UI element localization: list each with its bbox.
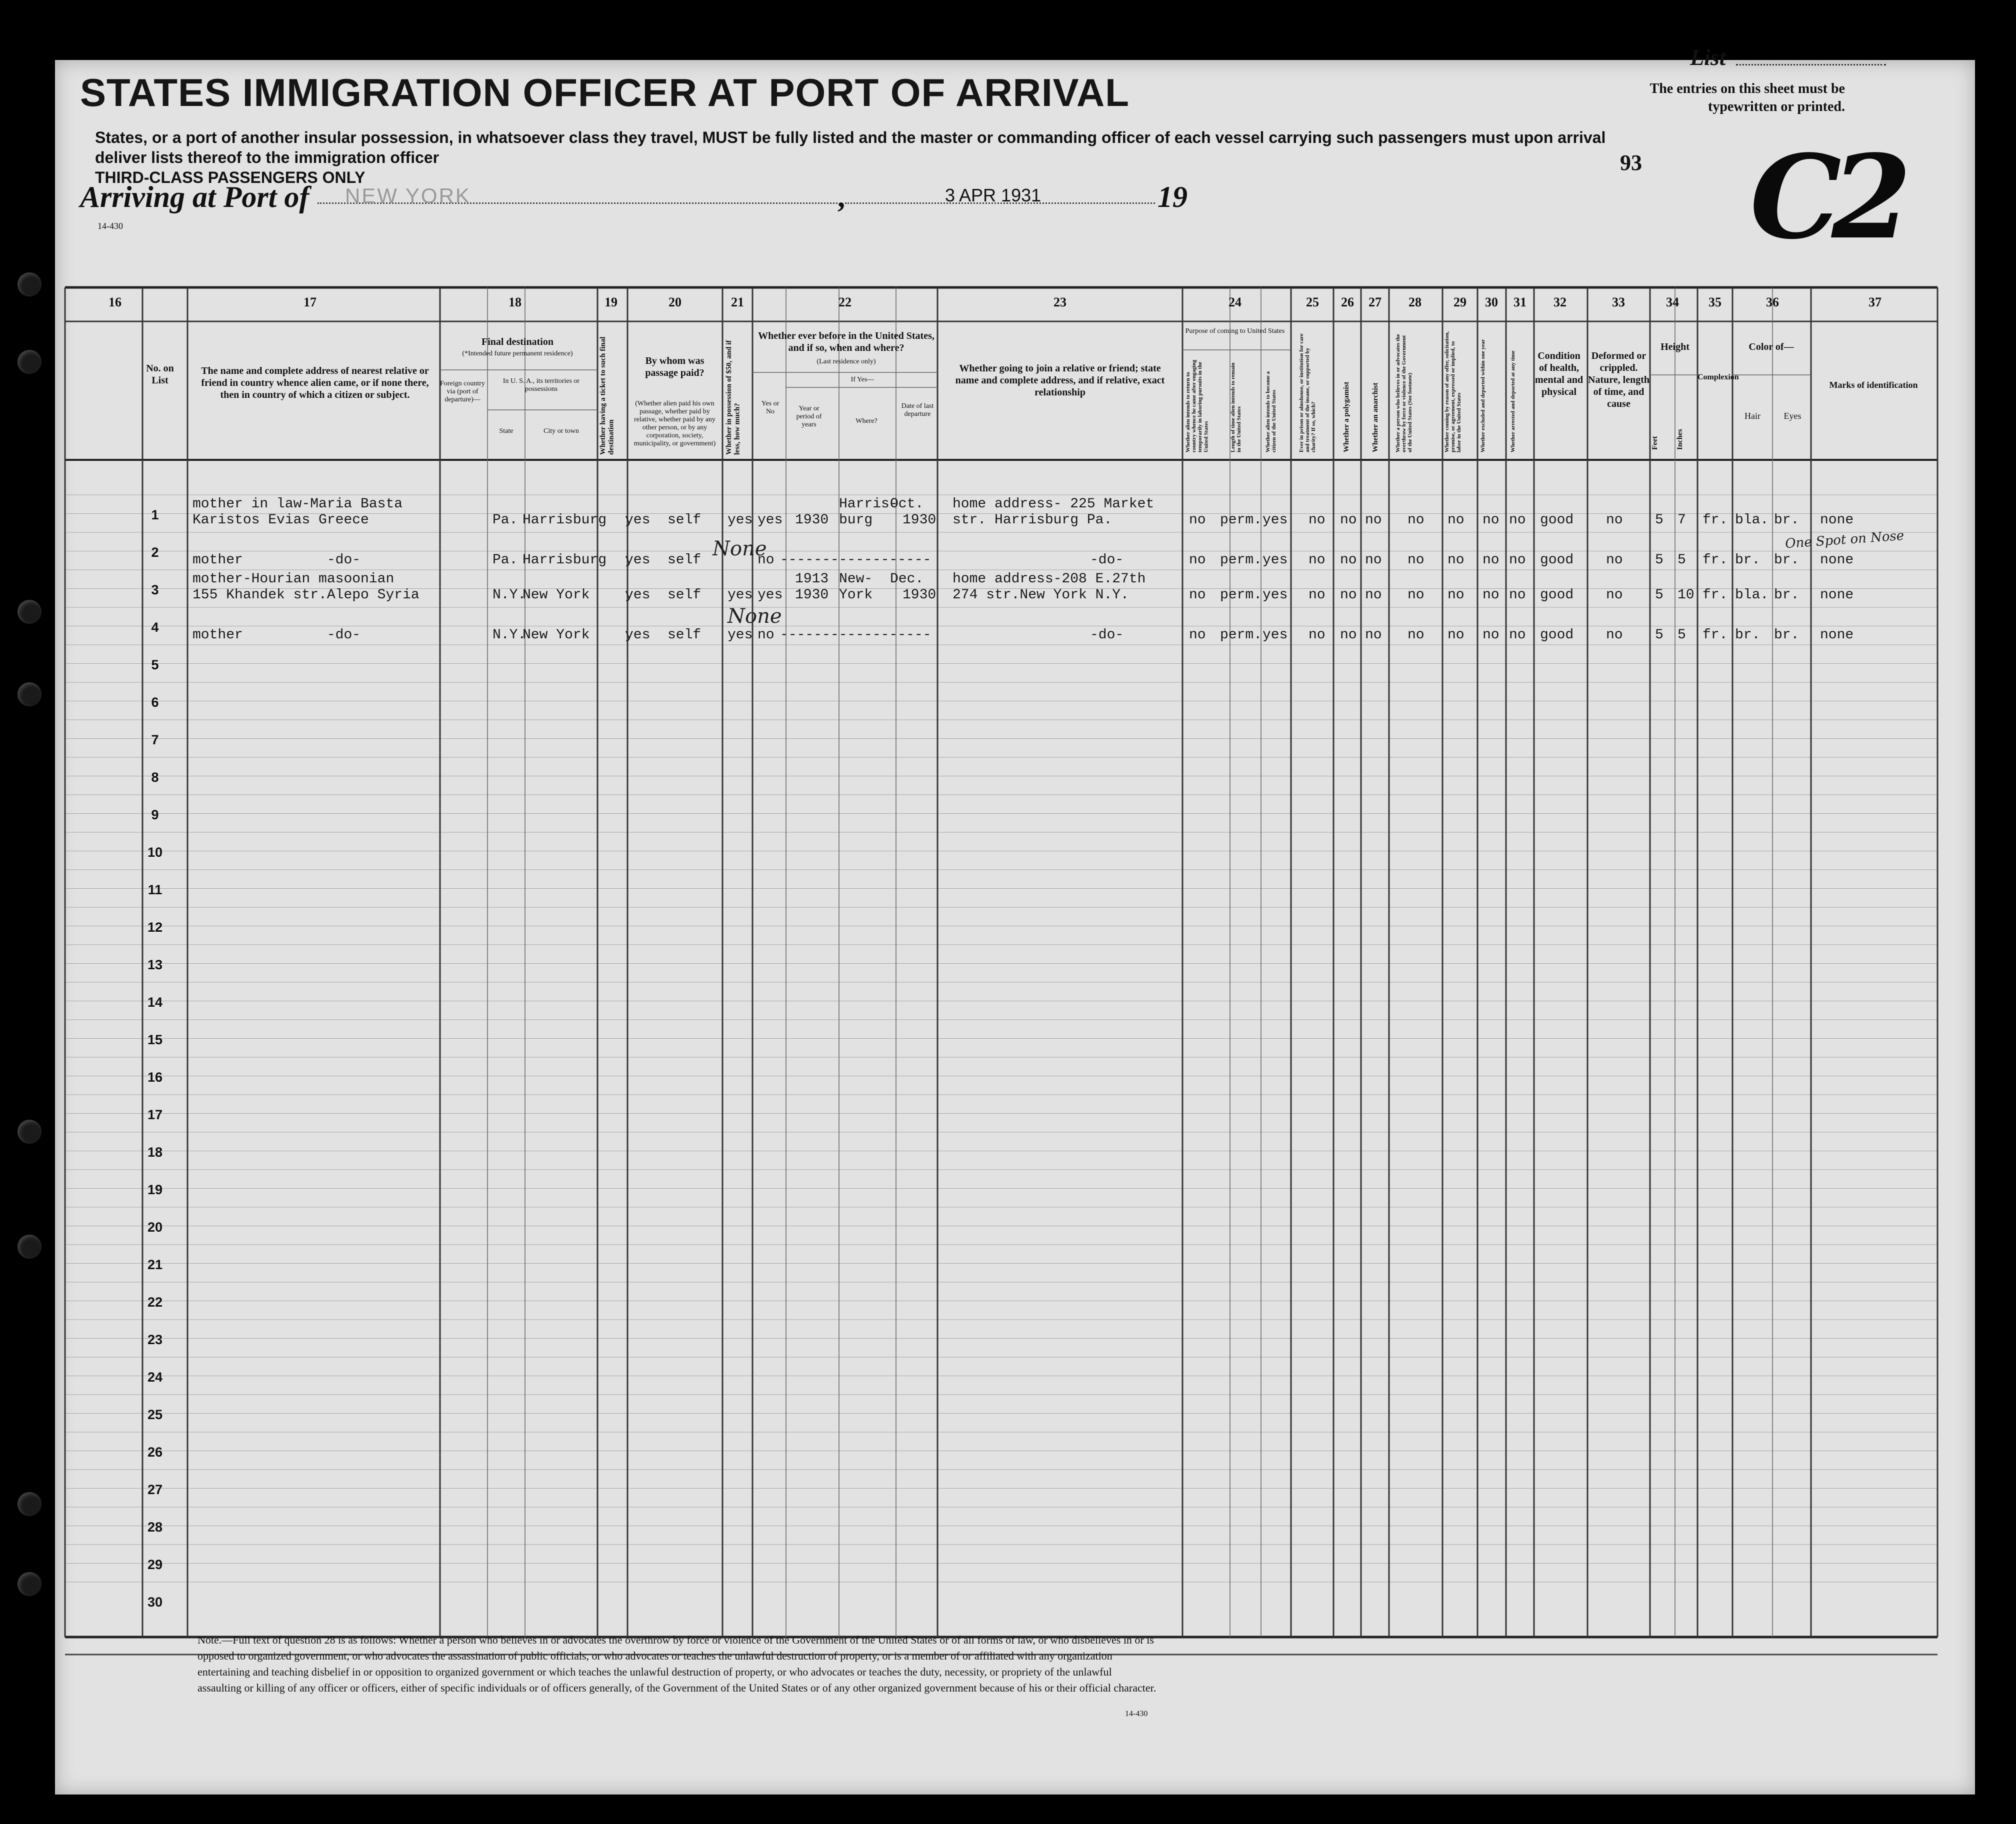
arriving-label: Arriving at Port of [80,180,310,213]
column-number: 24 [1228,295,1242,309]
hair-value: bla. [1735,587,1769,603]
ticket-value: yes [625,512,650,528]
hair-value: br. [1735,627,1760,643]
anarchist-value: no [1365,552,1382,568]
header-purpose-citizen: Whether alien intends to become a citizen of the United States [1265,371,1278,452]
prison-value: no [1308,512,1326,528]
header-if-yes: If Yes— [850,376,874,383]
header-polygamist: Whether a polygamist [1342,381,1350,452]
row-number: 6 [151,695,159,710]
purpose-length: perm. [1220,512,1262,528]
deformed-value: no [1606,552,1623,568]
column-number: 26 [1341,295,1354,309]
eyes-value: br. [1774,627,1800,643]
complexion-value: fr. [1702,627,1728,643]
page-title: STATES IMMIGRATION OFFICER AT PORT OF ARRIVAL [80,70,1130,114]
arrested-value: no [1509,587,1526,603]
column-number: 18 [508,295,522,309]
header-purpose: Purpose of coming to United States [1185,327,1285,335]
row-number: 17 [147,1107,163,1122]
last-departure: 1930 [902,587,936,603]
row-number: 8 [151,770,159,785]
header-hair: Hair [1744,411,1760,421]
eyes-value: br. [1774,587,1800,603]
passage-paid: self [668,587,702,603]
join-relative: 274 str.New York N.Y. [952,587,1129,603]
complexion-value: fr. [1702,587,1728,603]
join-relative: -do- [1090,627,1124,643]
row-number: 23 [147,1332,163,1347]
passage-paid: self [668,627,702,643]
row-number: 25 [147,1407,163,1422]
header-state: State [499,427,514,435]
header-inches: Inches [1676,429,1684,450]
marks-value: none [1820,512,1854,528]
row-number: 7 [151,732,159,747]
labor-offer-value: no [1448,552,1464,568]
row-number: 16 [147,1070,163,1085]
excluded-value: no [1482,587,1500,603]
column-number: 31 [1514,295,1526,309]
header-height: Height [1660,341,1690,352]
column-number: 23 [1054,295,1066,309]
height-inches: 10 [1678,587,1694,603]
date-stamp: 3 APR 1931 [945,185,1042,205]
labor-offer-value: no [1448,512,1464,528]
header-arrested: Whether arrested and deported at any time [1510,350,1516,452]
arrested-value: no [1509,627,1526,643]
ever-before-year: 1913 [795,571,829,587]
column-number: 16 [108,295,122,309]
row-number: 2 [151,545,159,560]
header-labor-offer: Whether coming by reason of any offer, solicitation, promise, or agreement, expressed or implied, to labor in the United States [1444,331,1462,452]
footnote [198,1632,1158,1696]
destination-city: Harrisburg [522,512,607,528]
purpose-length: perm. [1220,587,1262,603]
hair-value: bla. [1735,512,1769,528]
header-where: Where? [856,417,878,425]
purpose-return: no [1189,552,1206,568]
ever-before-yes-no: yes [758,512,783,528]
last-departure: Oct. [890,496,924,512]
header-deformed: Deformed or crippled. Nature, length of time, and cause [1588,350,1650,409]
header-final-destination-sub: (*Intended future permanent residence) [462,350,573,357]
entries-note: The entries on this sheet must be typewritten or printed. [1650,81,1845,115]
row-number: 22 [147,1295,163,1310]
header-foreign-country: Foreign country via (port of departure)— [440,380,485,404]
sheet-number: 93 [1620,150,1642,175]
complexion-value: fr. [1702,512,1728,528]
polygamist-value: no [1340,587,1357,603]
row-number: 19 [147,1182,163,1197]
labor-offer-value: no [1448,587,1464,603]
height-feet: 5 [1655,552,1664,568]
handwritten-mark: C2 [1750,130,1902,265]
header-ever-before-sub: (Last residence only) [816,358,876,365]
header-purpose-length: Length of time alien intends to remain in the United States [1230,362,1242,452]
join-relative: -do- [1090,552,1124,568]
health-value: good [1540,512,1574,528]
marks-value: none [1820,552,1854,568]
relative-name: mother in law-Maria Basta [192,496,403,512]
deformed-value: no [1606,627,1623,643]
fifty-dollars: yes [728,587,753,603]
row-number: 20 [147,1220,163,1235]
column-number: 32 [1554,295,1566,309]
column-number: 36 [1766,295,1779,309]
ever-before-yes-no: no [758,627,774,643]
fifty-dollars: yes [728,512,753,528]
ticket-value: yes [625,587,650,603]
purpose-return: no [1189,627,1206,643]
header-year-period: Year or period of years [796,405,822,429]
subtitle-class: THIRD-CLASS PASSENGERS ONLY [95,168,366,186]
header-city: City or town [544,427,579,435]
header-relative-address: The name and complete address of nearest relative or friend in country whence alien came, or if none there, then in country of which a citizen or subject. [201,365,429,400]
column-number: 33 [1612,295,1625,309]
row-number: 5 [151,657,159,672]
last-departure: 1930 [902,512,936,528]
list-label: List [1690,44,1726,70]
header-date-departure: Date of last departure [901,402,934,418]
header-anarchist: Whether an anarchist [1372,382,1380,452]
ever-before-where: burg [839,512,873,528]
comma: , [838,180,845,213]
row-number: 15 [147,1032,163,1047]
header-yes-no: Yes or No [761,400,780,416]
purpose-length: perm. [1220,627,1262,643]
header-purpose-return: Whether alien intends to return to country whence he came after engaging temporarily in laboring pursuits in the United States [1185,359,1210,452]
height-feet: 5 [1655,512,1664,528]
relative-name: mother-Hourian masoonian [192,571,394,587]
relative-name: mother -do- [192,627,361,643]
header-marks: Marks of identification [1829,380,1918,390]
purpose-return: no [1189,587,1206,603]
row-number: 1 [151,507,159,522]
join-relative: home address-208 E.27th [952,571,1146,587]
dash-fill: ------------------ [780,627,932,643]
header-overthrow: Whether a person who believes in or advocates the overthrow by force or violence of the Government of the United States (See footnote) [1395,334,1414,452]
header-eyes: Eyes [1784,411,1802,421]
column-number: 28 [1408,295,1422,309]
arrested-value: no [1509,512,1526,528]
header-usa: In U. S. A., its territories or possessions [502,377,580,393]
row-number: 13 [147,957,163,972]
form-code: 14-430 [98,221,123,231]
purpose-return: no [1189,512,1206,528]
row-number: 27 [147,1482,163,1497]
column-number: 22 [838,295,852,309]
purpose-citizen: yes [1262,627,1288,643]
column-number: 17 [304,295,316,309]
destination-state: N.Y. [492,587,526,603]
destination-city: Harrisburg [522,552,607,568]
join-relative: home address- 225 Market [952,496,1154,512]
polygamist-value: no [1340,512,1357,528]
header-final-destination: Final destination [482,336,554,347]
handwritten-none-row2: None [712,537,767,560]
destination-state: Pa. [492,552,518,568]
destination-city: New York [522,587,590,603]
column-number: 30 [1485,295,1498,309]
prison-value: no [1308,552,1326,568]
polygamist-value: no [1340,627,1357,643]
destination-city: New York [522,627,590,643]
anarchist-value: no [1365,587,1382,603]
row-number: 12 [147,920,163,935]
header-complexion: Complexion [1698,373,1739,381]
handwritten-mark-row2: One Spot on Nose [1784,528,1905,552]
health-value: good [1540,552,1574,568]
last-departure: Dec. [890,571,924,587]
prison-value: no [1308,627,1326,643]
row-number: 11 [148,882,162,897]
height-inches: 5 [1678,627,1686,643]
relative-address: 155 Khandek str.Alepo Syria [192,587,420,603]
handwritten-none-row4: None [728,605,782,628]
header-join-relative: Whether going to join a relative or friend; state name and complete address, and if relative, exact relationship [955,363,1165,398]
passage-paid: self [668,512,702,528]
purpose-citizen: yes [1262,512,1288,528]
row-number: 3 [151,582,159,597]
header-color: Color of— [1748,341,1794,352]
column-number: 21 [731,295,744,309]
footnote-text: Note.—Full text of question 28 is as follows: Whether a person who believes in or advocates the overthrow by force or violence of the Government of the United States or of all forms of law, or who disbelieves in or is opposed to organized government, or who advocates the assassination of public officials, or who advocates or teaches the unlawful destruction of property, or is a member of or affiliated with any organization entertaining and teaching disbelief in or opposition to organized government or which teaches the unlawful destruction of property, or who advocates or teaches the duty, necessity, or propriety of the unlawful assaulting or killing of any officer or officers, either of specific individuals or of officers generally, of the Government of the United States or of any other organized government because of his or their official character. [198,1634,1156,1694]
header-no-on-list: No. on List [146,363,174,386]
ticket-value: yes [625,552,650,568]
header-ever-before: Whether ever before in the United States, and if so, when and where? [758,330,934,353]
labor-offer-value: no [1448,627,1464,643]
ever-before-year: 1930 [795,587,829,603]
ever-before-where: New- [839,571,873,587]
join-relative: str. Harrisburg Pa. [952,512,1112,528]
overthrow-value: no [1408,587,1424,603]
row-number: 9 [151,807,159,822]
eyes-value: br. [1774,512,1800,528]
column-number: 27 [1368,295,1382,309]
row-number: 29 [147,1557,163,1572]
arrested-value: no [1509,552,1526,568]
eyes-value: br. [1774,552,1800,568]
column-number: 29 [1454,295,1466,309]
purpose-citizen: yes [1262,552,1288,568]
overthrow-value: no [1408,512,1424,528]
ever-before-year: 1930 [795,512,829,528]
column-number: 35 [1708,295,1722,309]
hair-value: br. [1735,552,1760,568]
column-number: 19 [604,295,618,309]
destination-state: N.Y. [492,627,526,643]
row-number: 14 [147,995,163,1010]
excluded-value: no [1482,627,1500,643]
header-health: Condition of health, mental and physical [1534,350,1584,397]
port-value: NEW YORK [345,184,471,207]
prison-value: no [1308,587,1326,603]
passage-paid: self [668,552,702,568]
subtitle-line: States, or a port of another insular possession, in whatsoever class they travel, MUST be fully listed and the master or commanding officer of each vessel carrying such passengers must upon arrival deliver lists thereof to the immigration officer [95,128,1606,166]
height-inches: 7 [1678,512,1686,528]
year-prefix: 19 [1158,180,1188,213]
header-passage-paid-sub: (Whether alien paid his own passage, whether paid by relative, whether paid by any other person, or by any corporation, society, municipality, or government) [634,400,716,448]
excluded-value: no [1482,552,1500,568]
health-value: good [1540,587,1574,603]
header-feet: Feet [1651,436,1659,450]
overthrow-value: no [1408,627,1424,643]
relative-address: Karistos Evias Greece [192,512,369,528]
row-number: 10 [147,845,163,860]
footnote-form-code: 14-430 [1125,1710,1148,1718]
header-ticket: Whether having a ticket to such final destination [599,336,616,455]
column-number: 25 [1306,295,1319,309]
column-number: 34 [1666,295,1679,309]
excluded-value: no [1482,512,1500,528]
deformed-value: no [1606,587,1623,603]
destination-state: Pa. [492,512,518,528]
ticket-value: yes [625,627,650,643]
ever-before-yes-no: no [758,552,774,568]
ever-before-where: York [839,587,873,603]
row-number: 21 [147,1257,163,1272]
complexion-value: fr. [1702,552,1728,568]
row-number: 4 [151,620,159,635]
row-number: 26 [147,1445,163,1460]
relative-name: mother -do- [192,552,361,568]
marks-value: none [1820,627,1854,643]
marks-value: none [1820,587,1854,603]
ever-before-yes-no: yes [758,587,783,603]
deformed-value: no [1606,512,1623,528]
header-excluded: Whether excluded and deported within one year [1480,339,1486,452]
column-number: 20 [668,295,682,309]
health-value: good [1540,627,1574,643]
ever-before-where: Harris- [839,496,898,512]
column-number: 37 [1868,295,1882,309]
dash-fill: ------------------ [780,552,932,568]
header-prison: Ever in prison or almshouse, or institution for care and treatment of the insane, or supported by charity? If so, which? [1298,333,1317,452]
header-fifty-dollars: Whether in possession of $50, and if less, how much? [725,340,742,455]
purpose-citizen: yes [1262,587,1288,603]
purpose-length: perm. [1220,552,1262,568]
row-number: 28 [147,1520,163,1535]
overthrow-value: no [1408,552,1424,568]
header-passage-paid: By whom was passage paid? [645,355,704,378]
polygamist-value: no [1340,552,1357,568]
height-feet: 5 [1655,627,1664,643]
anarchist-value: no [1365,512,1382,528]
height-feet: 5 [1655,587,1664,603]
row-number: 18 [147,1145,163,1160]
row-number: 30 [147,1595,163,1610]
anarchist-value: no [1365,627,1382,643]
fifty-dollars: yes [728,627,753,643]
height-inches: 5 [1678,552,1686,568]
row-number: 24 [147,1370,163,1385]
